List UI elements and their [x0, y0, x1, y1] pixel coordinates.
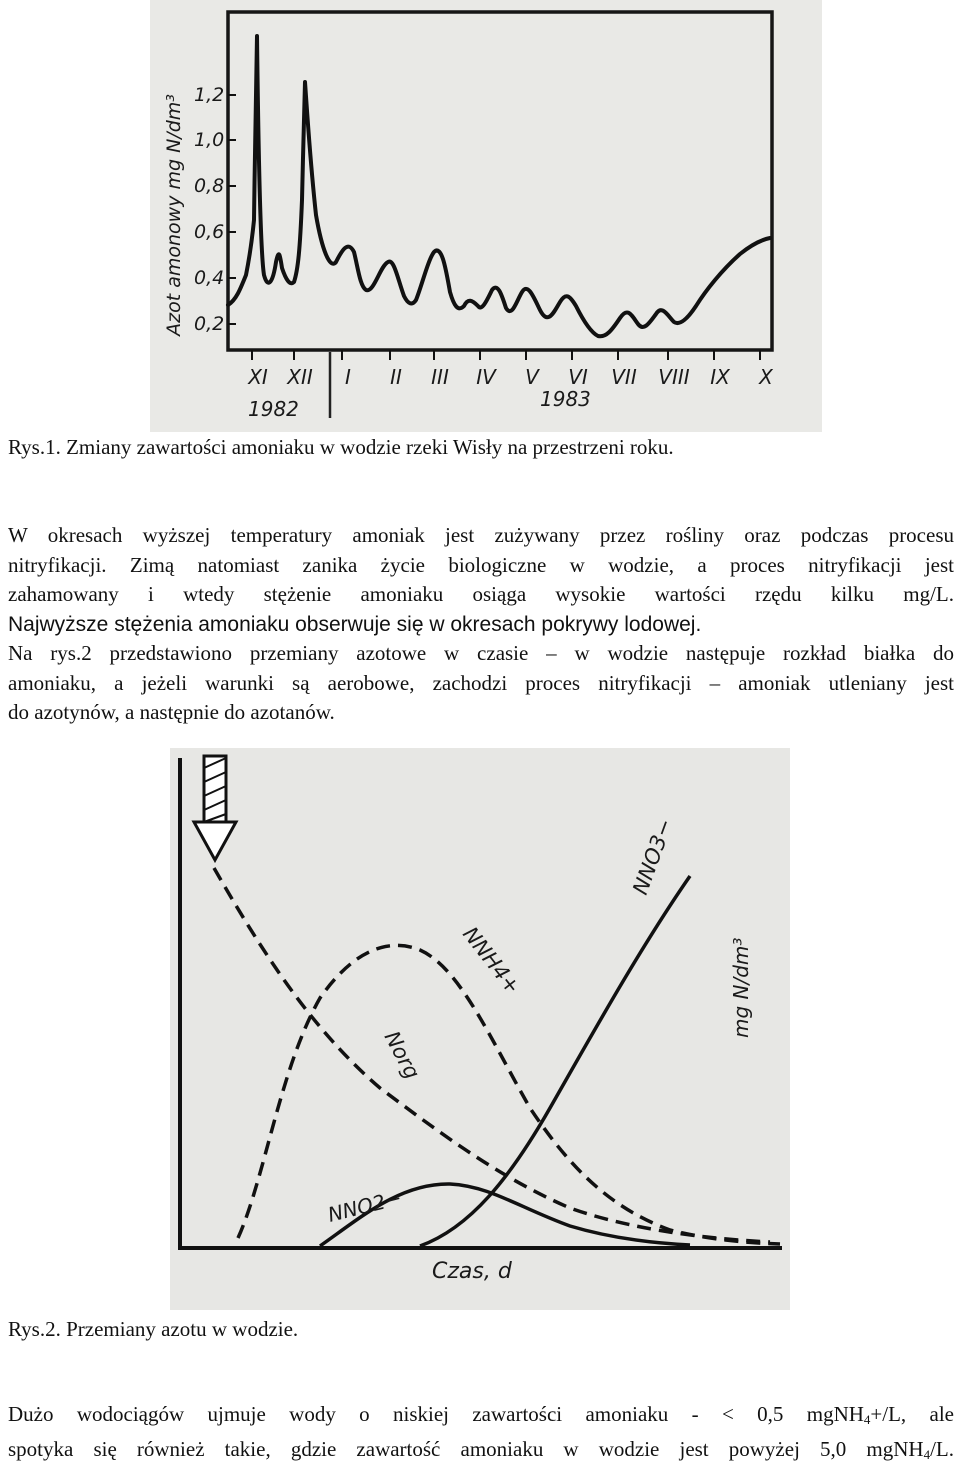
- paragraph-2-line: amoniaku, a jeżeli warunki są aerobowe, zachodzi proces nitryfikacji – amoniak utleniany jest: [8, 669, 954, 699]
- subscript: 4: [864, 1412, 871, 1427]
- month-label: V: [525, 365, 540, 389]
- paragraph-1-line: zahamowany i wtedy stężenie amoniaku osiąga wysokie wartości rzędu kilku mg/L.: [8, 580, 954, 610]
- month-label: II: [390, 365, 402, 389]
- paragraph-2-line: do azotynów, a następnie do azotanów.: [8, 698, 954, 728]
- label-n-no3: NNO3−: [628, 815, 678, 897]
- label-n-org: Norg: [380, 1027, 425, 1083]
- y-axis-label: mg N/dm³: [729, 938, 753, 1038]
- paragraph-1-line: nitryfikacji. Zimą natomiast zanika życie biologiczne w wodzie, a proces nitryfikacji jest: [8, 551, 954, 581]
- figure-1-ammonia-chart: [150, 0, 822, 432]
- paragraph-1-line: W okresach wyższej temperatury amoniak jest zużywany przez rośliny oraz podczas procesu: [8, 521, 954, 551]
- paragraph-3-text: Dużo wodociągów ujmuje wody o niskiej zawartości amoniaku - < 0,5 mgNH: [8, 1402, 864, 1426]
- month-label: III: [431, 365, 449, 389]
- month-label: VI: [568, 365, 588, 389]
- paragraph-3-line-1: [8, 1400, 954, 1435]
- month-label: XII: [286, 365, 313, 389]
- subscript: 4: [924, 1447, 931, 1462]
- down-arrow-icon: [194, 756, 236, 860]
- figure-2-caption: Rys.2. Przemiany azotu w wodzie.: [8, 1316, 298, 1342]
- paragraph-3: [8, 1400, 954, 1469]
- n-org-curve: [214, 868, 770, 1242]
- x-axis-label: Czas, d: [432, 1259, 513, 1284]
- y-tick-label: 0,8: [194, 175, 224, 197]
- y-tick-labels: [194, 84, 224, 335]
- month-label: XI: [247, 365, 268, 389]
- paragraph-3-line-2: [8, 1435, 954, 1469]
- axes: [180, 758, 782, 1248]
- paragraph-3-text: /L.: [930, 1437, 954, 1461]
- y-tick-label: 0,4: [194, 267, 224, 289]
- label-n-no2: NNO2−: [325, 1185, 404, 1226]
- y-tick-label: 0,2: [194, 313, 224, 335]
- chart-frame: [228, 12, 772, 350]
- month-label: I: [345, 365, 351, 389]
- n-no3-curve: [420, 876, 690, 1246]
- year-label-1983: 1983: [540, 387, 591, 411]
- paragraph-2-line: Na rys.2 przedstawiono przemiany azotowe w czasie – w wodzie następuje rozkład białka do: [8, 639, 954, 669]
- month-label: VII: [611, 365, 637, 389]
- paragraph-3-text: +/L, ale: [870, 1402, 954, 1426]
- figure-1-caption: Rys.1. Zmiany zawartości amoniaku w wodzie rzeki Wisły na przestrzeni roku.: [8, 434, 674, 460]
- paragraph-1: [8, 521, 954, 639]
- y-tick-label: 1,2: [194, 84, 224, 106]
- ammonia-series-line: [228, 36, 770, 336]
- y-axis-label: Azot amonowy mg N/dm³: [163, 94, 185, 338]
- y-tick-label: 0,6: [194, 221, 224, 243]
- paragraph-2: [8, 639, 954, 728]
- month-labels: [247, 365, 774, 389]
- month-label: IV: [476, 365, 497, 389]
- y-tick-label: 1,0: [194, 129, 224, 151]
- figure-2-nitrogen-diagram: [170, 748, 790, 1310]
- month-label: VIII: [658, 365, 689, 389]
- paragraph-3-text: spotyka się również takie, gdzie zawartość amoniaku w wodzie jest powyżej 5,0 mgNH: [8, 1437, 924, 1461]
- month-label: X: [758, 365, 774, 389]
- month-label: IX: [710, 365, 731, 389]
- paragraph-1-line: Najwyższe stężenia amoniaku obserwuje się w okresach pokrywy lodowej.: [8, 610, 954, 640]
- year-label-1982: 1982: [248, 397, 299, 421]
- label-n-nh4: NNH4+: [458, 922, 525, 998]
